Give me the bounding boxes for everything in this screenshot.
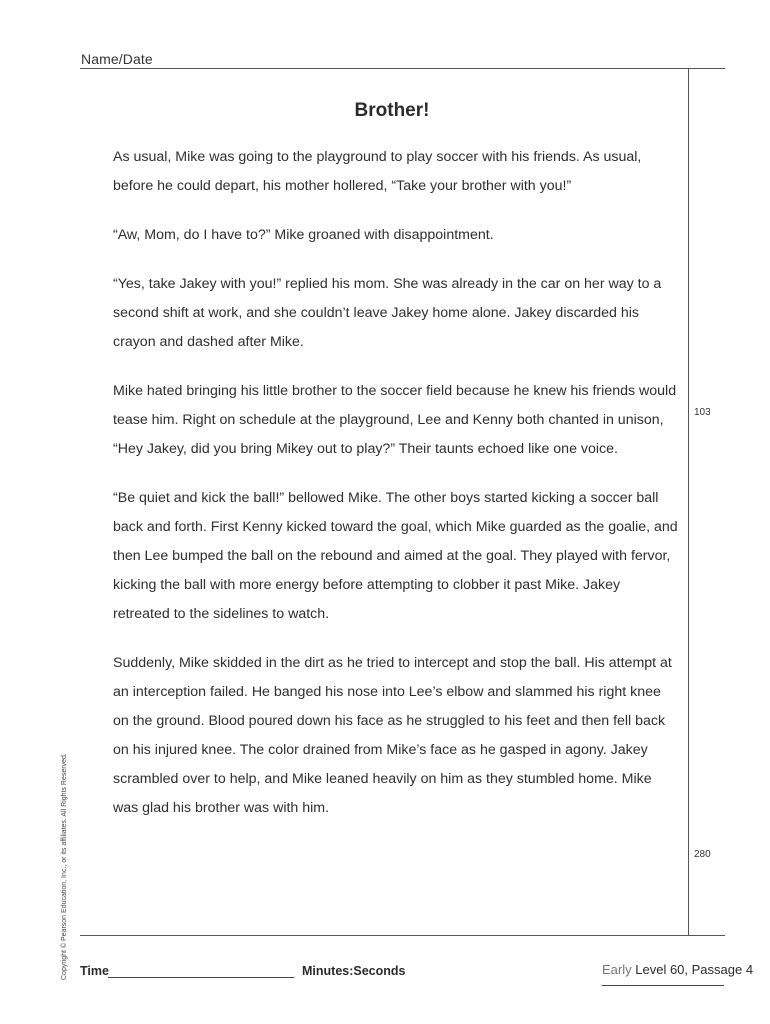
paragraph-4: Mike hated bringing his little brother to the soccer field because he knew his friends would tease him. Right on schedule at the playground, Lee and Kenny both chanted in unison, “Hey Jakey, did you bring Mikey out to play?” Their taunts echoed like one voice. — [113, 383, 677, 457]
passage-body — [113, 143, 678, 843]
paragraph-6: Suddenly, Mike skidded in the dirt as he tried to intercept and stop the ball. His attempt at an interception failed. He banged his nose into Lee’s elbow and slammed his right knee on the ground. Blood poured down his face as he struggled to his feet and then fell back on his injured knee. The color drained from Mike’s face as he gasped in agony. Jakey scrambled over to help, and Mike leaned heavily on him as they stumbled home. Mike was glad his brother was with him. — [113, 655, 672, 816]
minutes-seconds-label: Minutes:Seconds — [302, 964, 406, 978]
word-count-280: 280 — [694, 849, 711, 860]
level-passage-info — [602, 962, 754, 977]
paragraph-1: As usual, Mike was going to the playground to play soccer with his friends. As usual, before he could depart, his mother hollered, “Take your brother with you!” — [113, 149, 642, 194]
bottom-rule — [80, 935, 725, 936]
early-label: Early — [602, 962, 632, 977]
time-label: Time — [80, 964, 109, 978]
copyright-notice: Copyright © Pearson Education, Inc., or its affiliates. All Rights Reserved. — [61, 753, 68, 980]
paragraph-2: “Aw, Mom, do I have to?” Mike groaned with disappointment. — [113, 227, 494, 243]
paragraph-3: “Yes, take Jakey with you!” replied his mom. She was already in the car on her way to a second shift at work, and she couldn’t leave Jakey home alone. Jakey discarded his crayon and dashed after Mike. — [113, 276, 662, 350]
level-passage-label: Level 60, Passage 4 — [635, 962, 754, 977]
word-count-103: 103 — [694, 407, 711, 418]
passage-title: Brother! — [354, 100, 430, 121]
level-underline — [602, 985, 724, 986]
name-date-label: Name/Date — [81, 51, 153, 67]
paragraph-5: “Be quiet and kick the ball!” bellowed Mike. The other boys started kicking a soccer ball back and forth. First Kenny kicked toward the goal, which Mike guarded as the goalie, and then Lee bumped the ball on the rebound and aimed at the goal. They played with fervor, kicking the ball with more energy before attempting to clobber it past Mike. Jakey retreated to the sidelines to watch. — [113, 490, 678, 622]
time-blank-line[interactable] — [108, 977, 294, 978]
top-rule — [80, 68, 725, 69]
margin-rule — [688, 69, 689, 935]
